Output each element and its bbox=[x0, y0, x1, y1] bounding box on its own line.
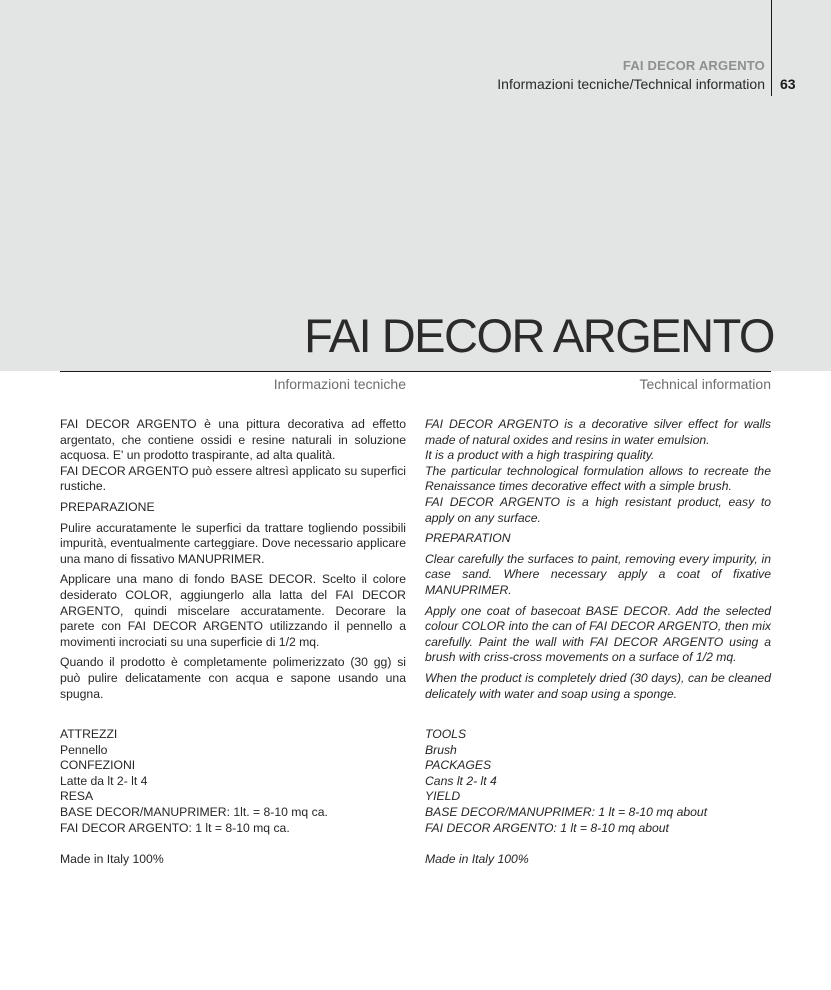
english-intro3-text: The particular technological formulation allows to recreate the Renaissance times decorative effect with a simple brush. bbox=[425, 463, 771, 494]
english-packages-value: Cans lt 2- lt 4 bbox=[425, 773, 497, 788]
english-packages-heading: PACKAGES bbox=[425, 758, 492, 773]
english-yield-line2: FAI DECOR ARGENTO: 1 lt = 8-10 mq about bbox=[425, 820, 669, 835]
italian-intro bbox=[60, 417, 406, 495]
italian-tools-heading: ATTREZZI bbox=[60, 727, 118, 742]
italian-packages-value: Latte da lt 2- lt 4 bbox=[60, 773, 148, 788]
english-intro-text: FAI DECOR ARGENTO is a decorative silver effect for walls made of natural oxides and resins in water emulsion. bbox=[425, 417, 771, 447]
english-clean-text: When the product is completely dried (30 days), can be cleaned delicately with water and soap using a sponge. bbox=[425, 670, 771, 701]
italian-packages-heading: CONFEZIONI bbox=[60, 758, 136, 773]
english-tools-value: Brush bbox=[425, 742, 457, 757]
english-section-heading: Technical information bbox=[639, 376, 771, 392]
italian-tools-value: Pennello bbox=[60, 742, 108, 757]
english-prep-heading: PREPARATION bbox=[425, 531, 511, 546]
italian-apply-text: Applicare una mano di fondo BASE DECOR. Scelto il colore desiderato COLOR, aggiungerlo alla latta del FAI DECOR ARGENTO, quindi miscelare accuratamente. Decorare la parete con FAI DECOR ARGENTO utilizzando il pennello a movimenti incrociati su una superficie di 1/2 mq. bbox=[60, 572, 406, 649]
italian-prep-heading: PREPARAZIONE bbox=[60, 499, 155, 514]
english-column bbox=[425, 417, 771, 868]
english-apply-text: Apply one coat of basecoat BASE DECOR. Add the selected colour COLOR into the can of FAI DECOR ARGENTO, then mix carefully. Paint the wall with FAI DECOR ARGENTO using a brush with criss-cross movements on a surface of 1/2 mq. bbox=[425, 603, 771, 665]
spacer bbox=[425, 707, 771, 727]
italian-section-heading: Informazioni tecniche bbox=[273, 376, 406, 392]
italian-intro-text: FAI DECOR ARGENTO è una pittura decorativa ad effetto argentato, che contiene ossidi e resine naturali in soluzione acquosa. E' un prodotto traspirante, ad alta qualità. bbox=[60, 417, 406, 463]
header-divider bbox=[771, 0, 772, 96]
italian-column bbox=[60, 417, 406, 868]
english-prep-text: Clear carefully the surfaces to paint, removing every impurity, in case sand. Where necessary apply a coat of fixative MANUPRIMER. bbox=[425, 551, 771, 597]
english-tools-heading: TOOLS bbox=[425, 727, 467, 742]
italian-yield-line1: BASE DECOR/MANUPRIMER: 1lt. = 8-10 mq ca. bbox=[60, 805, 328, 820]
english-yield-heading: YIELD bbox=[425, 789, 461, 804]
english-intro bbox=[425, 417, 771, 526]
italian-prep-text: Pulire accuratamente le superfici da trattare togliendo possibili impurità, eventualmente carteggiare. Dove necessario applicare una mano di fissativo MANUPRIMER. bbox=[60, 520, 406, 566]
page-number: 63 bbox=[780, 76, 796, 92]
english-intro4-text: FAI DECOR ARGENTO is a high resistant product, easy to apply on any surface. bbox=[425, 494, 771, 525]
italian-yield-heading: RESA bbox=[60, 789, 94, 804]
english-made-in: Made in Italy 100% bbox=[425, 852, 529, 867]
english-intro2-text: It is a product with a high traspiring quality. bbox=[425, 448, 655, 463]
italian-clean-text: Quando il prodotto è completamente polimerizzato (30 gg) si può pulire delicatamente con acqua e sapone usando una spugna. bbox=[60, 655, 406, 701]
running-header-subtitle: Informazioni tecniche/Technical information bbox=[497, 76, 765, 92]
italian-intro2-text: FAI DECOR ARGENTO può essere altresì applicato su superfici rustiche. bbox=[60, 463, 406, 494]
page-title: FAI DECOR ARGENTO bbox=[304, 309, 774, 362]
italian-yield-line2: FAI DECOR ARGENTO: 1 lt = 8-10 mq ca. bbox=[60, 820, 290, 835]
section-rule bbox=[60, 371, 771, 372]
running-header-title: FAI DECOR ARGENTO bbox=[622, 58, 765, 73]
english-yield-line1: BASE DECOR/MANUPRIMER: 1 lt = 8-10 mq about bbox=[425, 805, 708, 820]
spacer bbox=[60, 707, 406, 727]
italian-made-in: Made in Italy 100% bbox=[60, 852, 164, 867]
